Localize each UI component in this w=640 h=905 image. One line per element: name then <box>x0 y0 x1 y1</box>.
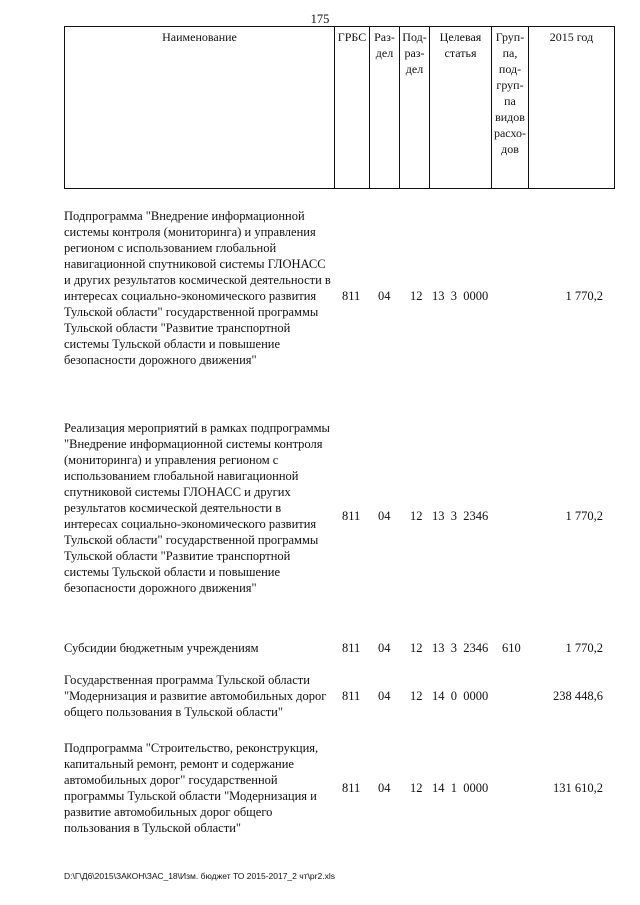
header-gruppa-vidov-raskhodov: Груп-па, под-груп-па видов расхо-дов <box>492 27 529 188</box>
header-podrazdel: Под-раз-дел <box>400 27 430 188</box>
row-target: 14 1 0000 <box>432 781 489 795</box>
header-year-2015: 2015 год <box>549 30 594 44</box>
header-tselevaya-statya: Целевая статья <box>430 27 492 188</box>
row-target: 13 3 2346 <box>432 641 489 655</box>
row-amount: 1 770,2 <box>565 641 603 655</box>
page-number: 175 <box>310 12 330 26</box>
row-razdel: 04 <box>378 289 391 303</box>
row-amount: 238 448,6 <box>553 689 603 703</box>
row-grbs: 811 <box>342 689 361 703</box>
row-razdel: 04 <box>378 781 391 795</box>
row-grbs: 811 <box>342 641 361 655</box>
row-podrazdel: 12 <box>410 641 423 655</box>
row-razdel: 04 <box>378 689 391 703</box>
row-grbs: 811 <box>342 509 361 523</box>
row-amount: 131 610,2 <box>553 781 603 795</box>
table-header <box>64 26 615 189</box>
row-podrazdel: 12 <box>410 689 423 703</box>
row-podrazdel: 12 <box>410 289 423 303</box>
row-grbs: 811 <box>342 289 361 303</box>
header-grbs: ГРБС <box>335 27 370 188</box>
row-name: Подпрограмма "Строительство, реконструкция, капитальный ремонт, ремонт и содержание автомобильных дорог" государственной программы Тульской области "Модернизация и развитие автомобильных дорог общего пользования в Тульской области" <box>64 741 319 835</box>
row-razdel: 04 <box>378 641 391 655</box>
row-razdel: 04 <box>378 509 391 523</box>
row-name: Субсидии бюджетным учреждениям <box>64 641 259 655</box>
row-podrazdel: 12 <box>410 781 423 795</box>
row-name: Государственная программа Тульской области "Модернизация и развитие автомобильных дорог общего пользования в Тульской области" <box>64 673 327 719</box>
row-amount: 1 770,2 <box>565 509 603 523</box>
row-target: 13 3 2346 <box>432 509 489 523</box>
row-podrazdel: 12 <box>410 509 423 523</box>
row-name: Реализация мероприятий в рамках подпрограммы "Внедрение информационной системы контроля (мониторинга) и управления регионом с использованием глобальной навигационной спутниковой системы ГЛОНАСС и других результатов космической деятельности в интересах социально-экономического развития Тульской области" государственной программы Тульской области "Развитие транспортной системы Тульской области и повышение безопасности дорожного движения" <box>64 421 330 595</box>
row-grbs: 811 <box>342 781 361 795</box>
row-amount: 1 770,2 <box>565 289 603 303</box>
row-target: 14 0 0000 <box>432 689 489 703</box>
row-target: 13 3 0000 <box>432 289 489 303</box>
row-group: 610 <box>502 641 521 655</box>
file-path-footer: D:\Г\Д6\2015\ЗАКОН\ЗАС_18\Изм. бюджет ТО 2015-2017_2 чт\pr2.xls <box>64 871 335 881</box>
header-name: Наименование <box>65 27 335 188</box>
header-razdel: Раз-дел <box>370 27 400 188</box>
row-name: Подпрограмма "Внедрение информационной системы контроля (мониторинга) и управления регионом с использованием глобальной навигационной спутниковой системы ГЛОНАСС и других результатов космической деятельности в интересах социально-экономического развития Тульской области" государственной программы Тульской области "Развитие транспортной системы Тульской области и повышение безопасности дорожного движения" <box>64 209 331 367</box>
